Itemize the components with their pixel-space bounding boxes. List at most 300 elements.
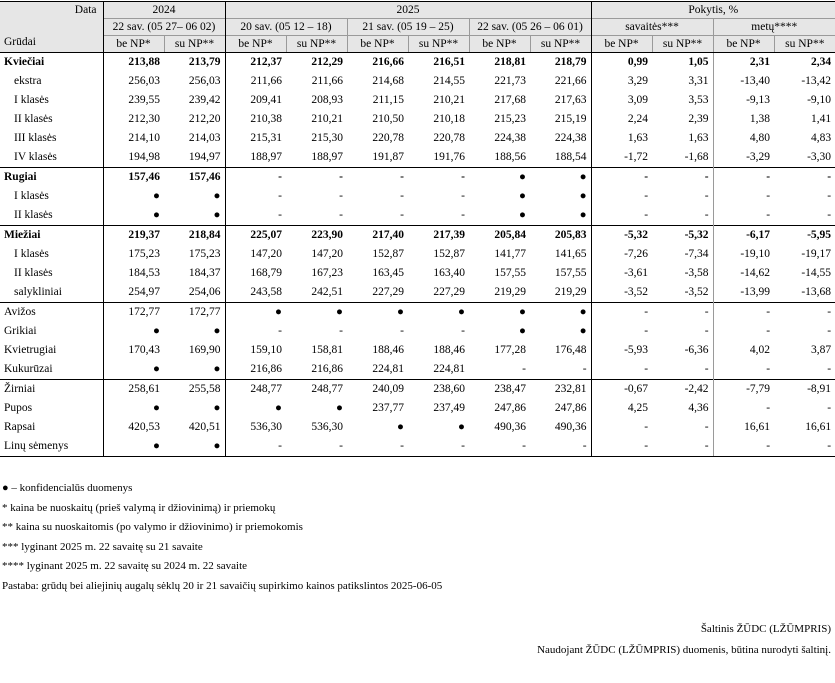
footnote: * kaina be nuoskaitų (prieš valymą ir džiovinimą) ir priemokų: [2, 501, 276, 514]
table-cell: -: [286, 437, 347, 457]
table-cell: 175,23: [103, 245, 164, 264]
table-cell: 141,77: [494, 248, 526, 260]
table-cell: -: [704, 363, 709, 375]
table-cell: 214,55: [433, 75, 465, 87]
table-cell: 188,54: [554, 151, 587, 163]
table-cell: -3,29: [713, 148, 774, 168]
table-cell: 188,56: [494, 151, 526, 163]
table-cell: 170,43: [103, 341, 164, 360]
sub-header-without-adjustments: be NP*: [103, 36, 164, 53]
table-cell: 256,03: [188, 75, 221, 87]
table-cell: 240,09: [347, 380, 408, 400]
table-cell: 247,86: [494, 402, 526, 414]
table-cell: -: [339, 209, 343, 221]
table-cell: 147,20: [311, 248, 343, 260]
table-cell: -3,52: [591, 283, 652, 303]
table-cell: 1,41: [810, 113, 832, 125]
table-cell: 210,21: [311, 113, 343, 125]
table-cell: 221,66: [554, 75, 587, 87]
table-cell: -: [347, 168, 408, 188]
table-cell: -: [591, 303, 652, 323]
table-cell: 141,65: [554, 248, 587, 260]
table-cell: -: [339, 325, 343, 337]
table-row: [0, 245, 835, 264]
table-cell: -: [704, 190, 709, 202]
table-cell: 157,55: [554, 267, 587, 279]
table-cell: -: [408, 437, 469, 457]
table-cell: 218,81: [494, 56, 526, 68]
table-cell: 176,48: [554, 344, 587, 356]
sub-header-with-adjustments: su NP**: [286, 36, 347, 53]
table-cell: 210,38: [225, 110, 286, 129]
table-cell: 220,78: [433, 132, 465, 144]
sub-header-without-adjustments: be NP*: [469, 36, 530, 53]
table-cell: 242,51: [311, 286, 343, 298]
table-cell: -: [704, 421, 709, 433]
table-cell: -: [774, 303, 835, 323]
table-cell: 218,79: [554, 56, 587, 68]
table-cell: 2,34: [810, 56, 832, 68]
table-cell: -9,10: [807, 94, 832, 106]
table-cell: -3,61: [591, 264, 652, 283]
week-header: 22 sav. (05 27– 06 02): [103, 19, 225, 36]
table-cell: 217,68: [494, 94, 526, 106]
table-cell: 243,58: [225, 283, 286, 303]
footnotes: [2, 479, 442, 596]
table-cell: 420,53: [103, 418, 164, 437]
table-cell: ●: [519, 190, 526, 202]
table-cell: -14,55: [801, 267, 832, 279]
table-cell: -5,95: [774, 226, 835, 246]
sub-header-without-adjustments: be NP*: [347, 36, 408, 53]
table-cell: 3,87: [810, 344, 832, 356]
table-cell: 3,29: [591, 72, 652, 91]
table-cell: 175,23: [188, 248, 221, 260]
sub-header-with-adjustments: su NP**: [652, 36, 713, 53]
table-cell: ●: [469, 303, 530, 323]
table-cell: 212,29: [311, 56, 343, 68]
grain-price-table: [0, 1, 835, 457]
table-cell: ●: [469, 168, 530, 188]
table-cell: ●: [164, 437, 225, 457]
row-label: I klasės: [14, 248, 49, 260]
table-cell: -: [408, 168, 469, 188]
table-cell: 217,39: [408, 226, 469, 246]
table-cell: -7,26: [591, 245, 652, 264]
table-cell: -5,32: [652, 226, 713, 246]
table-row: [0, 206, 835, 226]
table-cell: 172,77: [103, 303, 164, 323]
table-cell: 212,30: [103, 110, 164, 129]
table-cell: -13,40: [713, 72, 774, 91]
table-cell: -: [461, 325, 465, 337]
table-cell: ●: [458, 421, 465, 433]
table-cell: 2,31: [713, 53, 774, 73]
table-cell: 1,63: [688, 132, 709, 144]
table-cell: 215,19: [554, 113, 587, 125]
table-cell: 212,20: [188, 113, 221, 125]
table-cell: -6,36: [684, 344, 709, 356]
table-cell: ●: [225, 303, 286, 323]
table-cell: 194,97: [188, 151, 221, 163]
row-label: Kukurūzai: [4, 363, 53, 375]
table-cell: 218,84: [164, 226, 225, 246]
table-row: [0, 341, 835, 360]
table-cell: 211,66: [225, 72, 286, 91]
table-cell: -0,67: [591, 380, 652, 400]
row-label: IV klasės: [14, 151, 57, 163]
table-cell: -: [225, 322, 286, 341]
table-cell: -3,58: [684, 267, 709, 279]
table-cell: 255,58: [164, 380, 225, 400]
table-cell: 239,55: [103, 91, 164, 110]
row-label: II klasės: [14, 209, 53, 221]
footnote: Pastaba: grūdų bei aliejinių augalų sėklų 20 ir 21 savaičių supirkimo kainos patikslintos 2025-06-05: [2, 579, 443, 592]
table-cell: -13,99: [713, 283, 774, 303]
table-cell: ●: [103, 187, 164, 206]
table-cell: -: [591, 206, 652, 226]
table-cell: -: [652, 168, 713, 188]
sub-header-with-adjustments: su NP**: [774, 36, 835, 53]
table-cell: -: [827, 402, 832, 414]
row-label: salykliniai: [14, 286, 62, 298]
sub-header-with-adjustments: su NP**: [408, 36, 469, 53]
table-cell: -: [225, 437, 286, 457]
sub-header-with-adjustments: su NP**: [530, 36, 591, 53]
row-label: Rugiai: [0, 168, 103, 188]
table-row: [0, 129, 835, 148]
footnote: **** lyginant 2025 m. 22 savaitę su 2024 m. 22 savaite: [2, 560, 248, 572]
table-cell: 238,60: [408, 380, 469, 400]
table-cell: 4,36: [688, 402, 709, 414]
table-row: [0, 322, 835, 341]
row-label: Grikiai: [4, 325, 37, 337]
row-label: I klasės: [14, 190, 49, 202]
table-cell: 215,31: [225, 129, 286, 148]
table-cell: 217,63: [554, 94, 587, 106]
table-cell: 536,30: [311, 421, 343, 433]
table-cell: 224,81: [372, 363, 404, 375]
table-cell: 214,03: [188, 132, 221, 144]
table-cell: 172,77: [164, 303, 225, 323]
yearly-change-header: metų****: [713, 19, 835, 36]
table-row: [0, 360, 835, 380]
table-cell: 254,97: [103, 283, 164, 303]
table-cell: ●: [530, 303, 591, 323]
table-cell: 254,06: [188, 286, 221, 298]
table-cell: ●: [530, 168, 591, 188]
table-cell: 224,38: [494, 132, 526, 144]
table-cell: 3,31: [688, 75, 709, 87]
table-cell: 4,25: [591, 399, 652, 418]
table-cell: 237,49: [433, 402, 465, 414]
table-cell: 212,37: [225, 53, 286, 73]
corner-date-label: Data: [74, 4, 97, 16]
weekly-change-header: savaitės***: [591, 19, 713, 36]
table-cell: -14,62: [713, 264, 774, 283]
table-cell: 184,37: [188, 267, 221, 279]
table-row: [0, 264, 835, 283]
table-cell: 217,40: [347, 226, 408, 246]
table-row: [0, 418, 835, 437]
table-row: [0, 226, 835, 246]
table-cell: -: [652, 437, 713, 457]
row-label: I klasės: [14, 94, 49, 106]
table-cell: -19,17: [801, 248, 832, 260]
table-cell: -: [713, 322, 774, 341]
footnote: *** lyginant 2025 m. 22 savaitę su 21 savaite: [2, 540, 203, 553]
source-note: Naudojant ŽŪDC (LŽŪMPRIS) duomenis, būtina nurodyti šaltinį.: [537, 644, 831, 656]
table-cell: 256,03: [103, 72, 164, 91]
table-cell: ●: [213, 402, 221, 414]
row-label: II klasės: [14, 267, 53, 279]
table-cell: 210,21: [433, 94, 465, 106]
table-cell: 157,46: [164, 168, 225, 188]
table-cell: ●: [213, 325, 221, 337]
table-cell: ●: [519, 325, 526, 337]
table-cell: 216,51: [433, 56, 465, 68]
table-cell: 213,88: [103, 53, 164, 73]
table-cell: -: [774, 168, 835, 188]
table-cell: 4,02: [713, 341, 774, 360]
table-cell: ●: [103, 360, 164, 380]
table-cell: 220,78: [372, 132, 404, 144]
table-cell: 420,51: [188, 421, 221, 433]
table-cell: -: [339, 190, 343, 202]
table-cell: -: [591, 437, 652, 457]
table-cell: -: [400, 325, 404, 337]
table-cell: -: [591, 187, 652, 206]
table-cell: 188,46: [433, 344, 465, 356]
table-cell: 0,99: [591, 53, 652, 73]
sub-header-without-adjustments: be NP*: [713, 36, 774, 53]
table-cell: -1,68: [684, 151, 709, 163]
source-label: Šaltinis ŽŪDC (LŽŪMPRIS): [700, 623, 831, 635]
table-cell: -: [827, 363, 832, 375]
table-cell: 213,79: [188, 56, 221, 68]
table-row: [0, 437, 835, 457]
table-cell: -5,93: [591, 341, 652, 360]
table-row: [0, 283, 835, 303]
table-cell: -: [225, 168, 286, 188]
table-cell: 205,84: [469, 226, 530, 246]
table-cell: -: [591, 360, 652, 380]
table-cell: ●: [579, 325, 587, 337]
table-cell: 224,81: [433, 363, 465, 375]
table-row: [0, 399, 835, 418]
table-cell: 216,66: [372, 56, 404, 68]
table-cell: 191,87: [372, 151, 404, 163]
table-cell: 191,76: [433, 151, 465, 163]
table-cell: 490,36: [554, 421, 587, 433]
table-cell: 536,30: [225, 418, 286, 437]
year-2024-header: 2024: [103, 2, 225, 19]
table-cell: -6,17: [713, 226, 774, 246]
table-cell: 157,46: [103, 168, 164, 188]
table-cell: -: [591, 418, 652, 437]
table-cell: -: [461, 190, 465, 202]
table-cell: -8,91: [774, 380, 835, 400]
table-cell: 490,36: [494, 421, 526, 433]
table-cell: ●: [519, 209, 526, 221]
table-row: [0, 187, 835, 206]
table-cell: 205,83: [530, 226, 591, 246]
row-label: Rapsai: [4, 421, 36, 433]
table-cell: 3,09: [591, 91, 652, 110]
table-cell: ●: [347, 303, 408, 323]
table-cell: -: [713, 437, 774, 457]
table-cell: 219,37: [103, 226, 164, 246]
table-cell: 221,73: [494, 75, 526, 87]
table-cell: ●: [336, 402, 343, 414]
table-cell: 216,86: [225, 360, 286, 380]
table-cell: 219,29: [554, 286, 587, 298]
footnote: ● – konfidencialūs duomenys: [2, 482, 133, 494]
table-cell: 211,66: [311, 75, 343, 87]
table-cell: -: [225, 206, 286, 226]
table-cell: 225,07: [225, 226, 286, 246]
table-cell: 258,61: [103, 380, 164, 400]
table-row: [0, 303, 835, 323]
table-cell: 227,29: [433, 286, 465, 298]
year-2025-header: 2025: [225, 2, 591, 19]
table-cell: -: [591, 322, 652, 341]
table-cell: 239,42: [188, 94, 221, 106]
table-cell: 1,05: [688, 56, 709, 68]
row-label: Miežiai: [0, 226, 103, 246]
table-cell: -: [713, 206, 774, 226]
row-label: Žirniai: [0, 380, 103, 400]
table-cell: -: [713, 360, 774, 380]
corner-grain-label: Grūdai: [4, 36, 36, 48]
table-cell: -5,32: [591, 226, 652, 246]
table-cell: -: [582, 363, 587, 375]
table-cell: ●: [213, 209, 221, 221]
footnote: ** kaina su nuoskaitomis (po valymo ir džiovinimo) ir priemokomis: [2, 521, 303, 533]
table-cell: 247,86: [554, 402, 587, 414]
table-cell: 210,50: [372, 113, 404, 125]
table-cell: 2,24: [591, 110, 652, 129]
table-cell: 219,29: [494, 286, 526, 298]
table-cell: -: [827, 190, 832, 202]
table-cell: 238,47: [469, 380, 530, 400]
table-cell: 147,20: [225, 245, 286, 264]
table-cell: 169,90: [188, 344, 221, 356]
table-cell: -13,68: [801, 286, 832, 298]
table-row: [0, 110, 835, 129]
table-cell: -: [591, 168, 652, 188]
table-cell: -: [652, 303, 713, 323]
row-label: ekstra: [14, 75, 42, 87]
table-cell: 152,87: [433, 248, 465, 260]
row-label: Kviečiai: [4, 56, 45, 68]
table-cell: -9,13: [713, 91, 774, 110]
table-cell: 208,93: [311, 94, 343, 106]
table-cell: -7,34: [684, 248, 709, 260]
table-cell: ●: [286, 303, 347, 323]
table-cell: 215,23: [494, 113, 526, 125]
table-row: [0, 72, 835, 91]
table-cell: 211,15: [372, 94, 404, 106]
table-cell: 194,98: [103, 148, 164, 168]
table-row: [0, 380, 835, 400]
table-cell: 188,97: [311, 151, 343, 163]
table-cell: -: [704, 325, 709, 337]
table-cell: 16,61: [805, 421, 832, 433]
table-cell: ●: [397, 421, 404, 433]
table-cell: -: [530, 437, 591, 457]
table-cell: ●: [103, 206, 164, 226]
table-cell: -: [400, 190, 404, 202]
table-cell: 184,53: [103, 264, 164, 283]
sub-header-with-adjustments: su NP**: [164, 36, 225, 53]
table-cell: -: [774, 437, 835, 457]
table-cell: 152,87: [372, 248, 404, 260]
table-cell: -: [827, 325, 832, 337]
table-row: [0, 148, 835, 168]
table-cell: 210,18: [433, 113, 465, 125]
table-cell: -19,10: [713, 245, 774, 264]
table-cell: 163,40: [433, 267, 465, 279]
table-cell: 159,10: [225, 341, 286, 360]
table-cell: -: [461, 209, 465, 221]
table-cell: 188,97: [225, 148, 286, 168]
table-cell: -13,42: [801, 75, 832, 87]
table-cell: -7,79: [713, 380, 774, 400]
table-cell: ●: [579, 190, 587, 202]
table-cell: 227,29: [372, 286, 404, 298]
table-cell: -: [713, 399, 774, 418]
table-cell: 4,83: [810, 132, 832, 144]
table-cell: -: [400, 209, 404, 221]
week-header: 21 sav. (05 19 – 25): [347, 19, 469, 36]
table-cell: -3,30: [807, 151, 832, 163]
table-cell: 2,39: [688, 113, 709, 125]
table-cell: 224,38: [554, 132, 587, 144]
table-cell: ●: [579, 209, 587, 221]
table-row: [0, 53, 835, 73]
table-cell: -: [713, 187, 774, 206]
table-cell: 177,28: [494, 344, 526, 356]
table-cell: -: [225, 187, 286, 206]
table-row: [0, 168, 835, 188]
table-cell: 214,10: [103, 129, 164, 148]
table-cell: -: [469, 437, 530, 457]
table-cell: 223,90: [286, 226, 347, 246]
table-cell: 167,23: [311, 267, 343, 279]
week-header: 20 sav. (05 12 – 18): [225, 19, 347, 36]
table-cell: 4,80: [713, 129, 774, 148]
table-cell: 248,77: [286, 380, 347, 400]
table-cell: -: [827, 209, 832, 221]
table-cell: 158,81: [311, 344, 343, 356]
table-cell: 248,77: [225, 380, 286, 400]
corner-header: [0, 2, 103, 53]
table-cell: -: [286, 168, 347, 188]
change-header: Pokytis, %: [591, 2, 835, 19]
table-cell: -: [713, 168, 774, 188]
table-cell: -: [522, 363, 526, 375]
table-cell: -2,42: [652, 380, 713, 400]
table-cell: 1,38: [713, 110, 774, 129]
table-cell: 214,68: [372, 75, 404, 87]
table-cell: 232,81: [530, 380, 591, 400]
row-label: Linų sėmenys: [0, 437, 103, 457]
sub-header-without-adjustments: be NP*: [225, 36, 286, 53]
table-cell: 157,55: [494, 267, 526, 279]
table-cell: -: [704, 209, 709, 221]
table-cell: -3,52: [684, 286, 709, 298]
